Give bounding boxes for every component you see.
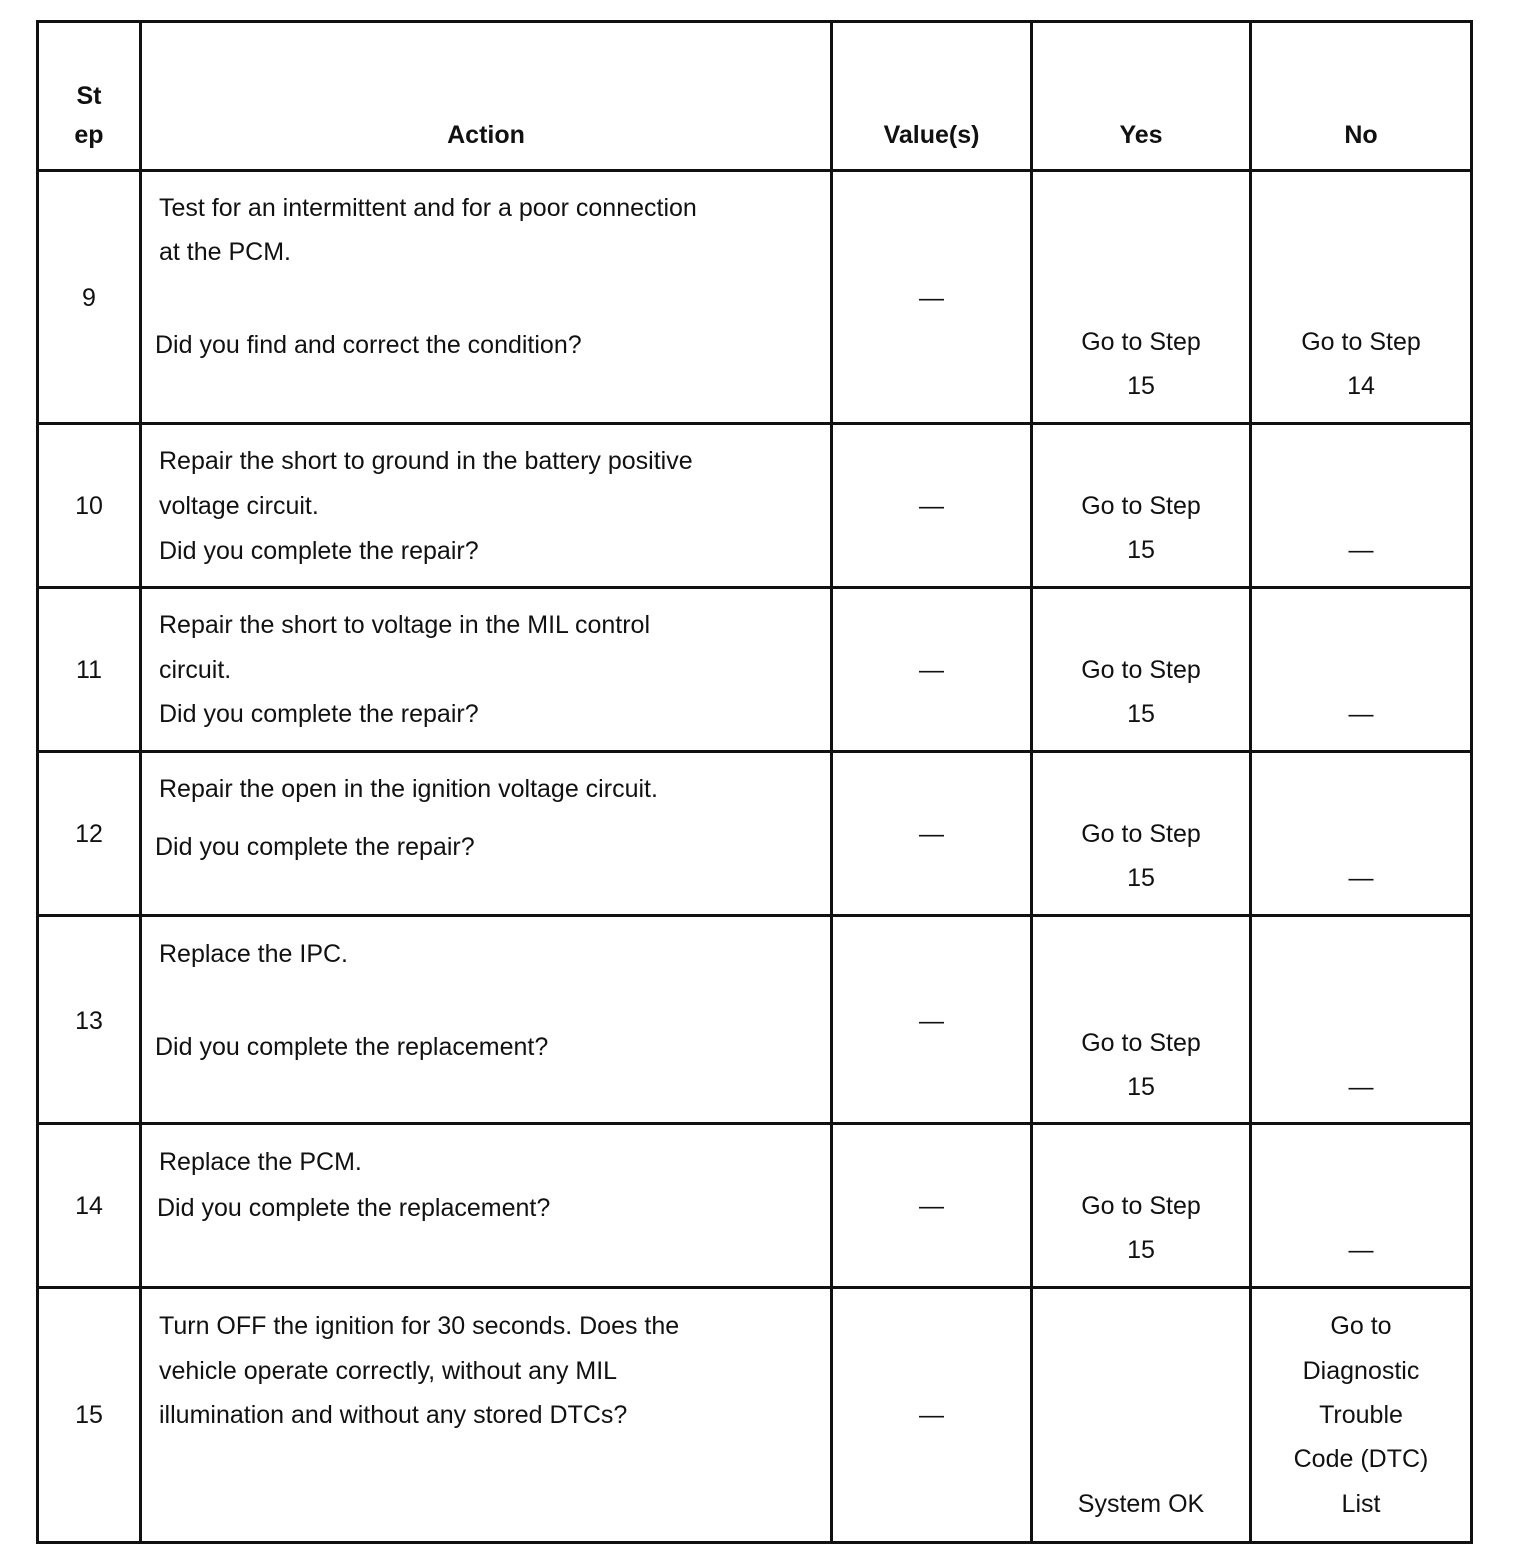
- action-cell: [141, 1288, 832, 1543]
- table-row: [38, 916, 1472, 1124]
- yes-step-number: 15: [1127, 1073, 1155, 1101]
- step-number: 12: [75, 820, 103, 848]
- table-row: [38, 588, 1472, 752]
- no-text-line: List: [1341, 1490, 1381, 1518]
- yes-cell: [1032, 916, 1251, 1124]
- yes-step-number: 15: [1127, 372, 1155, 400]
- action-question: Did you find and correct the condition?: [155, 331, 582, 359]
- step-number: 10: [75, 492, 103, 520]
- no-dash: —: [1348, 700, 1374, 728]
- no-text-line: Go to: [1330, 1312, 1392, 1340]
- action-text-line: Replace the PCM.: [159, 1148, 362, 1176]
- action-question: Did you complete the repair?: [159, 537, 479, 565]
- yes-text-line: Go to Step: [1081, 328, 1201, 356]
- yes-text-line: Go to Step: [1081, 820, 1201, 848]
- action-cell: [141, 752, 832, 916]
- step-cell: [38, 424, 141, 588]
- action-text-line: illumination and without any stored DTCs?: [159, 1401, 628, 1429]
- header-values-label: Value(s): [883, 121, 980, 149]
- action-text-line: Replace the IPC.: [159, 940, 348, 968]
- yes-text-line: Go to Step: [1081, 656, 1201, 684]
- table-row: [38, 424, 1472, 588]
- yes-text-line: Go to Step: [1081, 1029, 1201, 1057]
- value-cell: [832, 916, 1032, 1124]
- action-text-line: voltage circuit.: [159, 492, 319, 520]
- diagnostic-table: [36, 20, 1473, 1544]
- value-dash: —: [919, 1192, 944, 1220]
- no-text-line: Diagnostic: [1302, 1357, 1420, 1385]
- no-text-line: Trouble: [1319, 1401, 1403, 1429]
- step-cell: [38, 171, 141, 424]
- yes-text-line: Go to Step: [1081, 1192, 1201, 1220]
- action-text-line: circuit.: [159, 656, 232, 684]
- action-text-line: Turn OFF the ignition for 30 seconds. Does the: [159, 1312, 680, 1340]
- step-cell: [38, 916, 141, 1124]
- yes-step-number: 15: [1127, 1236, 1155, 1264]
- header-action-label: Action: [447, 121, 525, 149]
- no-cell: [1251, 752, 1472, 916]
- table-row: [38, 1124, 1472, 1288]
- step-cell: [38, 752, 141, 916]
- no-cell: [1251, 1124, 1472, 1288]
- action-question: Did you complete the replacement?: [155, 1033, 549, 1061]
- header-step-line2: ep: [74, 121, 104, 149]
- yes-step-number: 15: [1127, 864, 1155, 892]
- value-cell: [832, 171, 1032, 424]
- header-yes-label: Yes: [1119, 121, 1163, 149]
- action-text-line: Test for an intermittent and for a poor connection: [159, 194, 697, 222]
- value-dash: —: [919, 820, 944, 848]
- no-step-number: 14: [1347, 372, 1375, 400]
- step-cell: [38, 588, 141, 752]
- no-cell: [1251, 1288, 1472, 1543]
- no-dash: —: [1348, 1236, 1374, 1264]
- no-cell: [1251, 588, 1472, 752]
- step-number: 13: [75, 1007, 103, 1035]
- value-cell: [832, 1288, 1032, 1543]
- no-cell: [1251, 171, 1472, 424]
- header-row: [38, 22, 1472, 171]
- action-cell: [141, 1124, 832, 1288]
- header-action: [141, 22, 832, 171]
- yes-step-number: 15: [1127, 700, 1155, 728]
- table-row: [38, 752, 1472, 916]
- header-no: [1251, 22, 1472, 171]
- no-text-line: Code (DTC): [1293, 1445, 1429, 1473]
- yes-cell: [1032, 424, 1251, 588]
- action-question: Did you complete the repair?: [155, 833, 475, 861]
- step-number: 15: [75, 1401, 103, 1429]
- no-dash: —: [1348, 864, 1374, 892]
- value-cell: [832, 588, 1032, 752]
- header-yes: [1032, 22, 1251, 171]
- value-dash: —: [919, 1401, 944, 1429]
- value-cell: [832, 424, 1032, 588]
- value-dash: —: [919, 284, 944, 312]
- yes-system-ok: System OK: [1077, 1490, 1205, 1518]
- yes-text-line: Go to Step: [1081, 492, 1201, 520]
- yes-cell: [1032, 588, 1251, 752]
- no-cell: [1251, 916, 1472, 1124]
- header-step: [38, 22, 141, 171]
- step-number: 9: [82, 284, 96, 312]
- table-row: [38, 1288, 1472, 1543]
- action-cell: [141, 916, 832, 1124]
- action-text-line: Repair the short to voltage in the MIL control: [159, 611, 651, 639]
- step-number: 11: [76, 656, 102, 684]
- action-text-line: at the PCM.: [159, 238, 291, 266]
- value-cell: [832, 752, 1032, 916]
- step-cell: [38, 1124, 141, 1288]
- step-cell: [38, 1288, 141, 1543]
- action-text-line: Repair the short to ground in the battery positive: [159, 447, 693, 475]
- action-cell: [141, 588, 832, 752]
- header-step-line1: St: [76, 82, 102, 110]
- value-dash: —: [919, 492, 944, 520]
- no-text-line: Go to Step: [1301, 328, 1421, 356]
- no-cell: [1251, 424, 1472, 588]
- action-text-line: vehicle operate correctly, without any MIL: [159, 1357, 618, 1385]
- yes-cell: [1032, 171, 1251, 424]
- action-question: Did you complete the replacement?: [157, 1194, 551, 1222]
- no-dash: —: [1348, 1073, 1374, 1101]
- header-values: [832, 22, 1032, 171]
- yes-cell: [1032, 1288, 1251, 1543]
- value-dash: —: [919, 656, 944, 684]
- action-cell: [141, 171, 832, 424]
- value-dash: —: [919, 1007, 944, 1035]
- action-question: Did you complete the repair?: [159, 700, 479, 728]
- table-row: [38, 171, 1472, 424]
- yes-cell: [1032, 752, 1251, 916]
- value-cell: [832, 1124, 1032, 1288]
- step-number: 14: [75, 1192, 103, 1220]
- yes-cell: [1032, 1124, 1251, 1288]
- no-dash: —: [1348, 536, 1374, 564]
- action-cell: [141, 424, 832, 588]
- yes-step-number: 15: [1127, 536, 1155, 564]
- header-no-label: No: [1344, 121, 1378, 149]
- action-text-line: Repair the open in the ignition voltage circuit.: [159, 775, 658, 803]
